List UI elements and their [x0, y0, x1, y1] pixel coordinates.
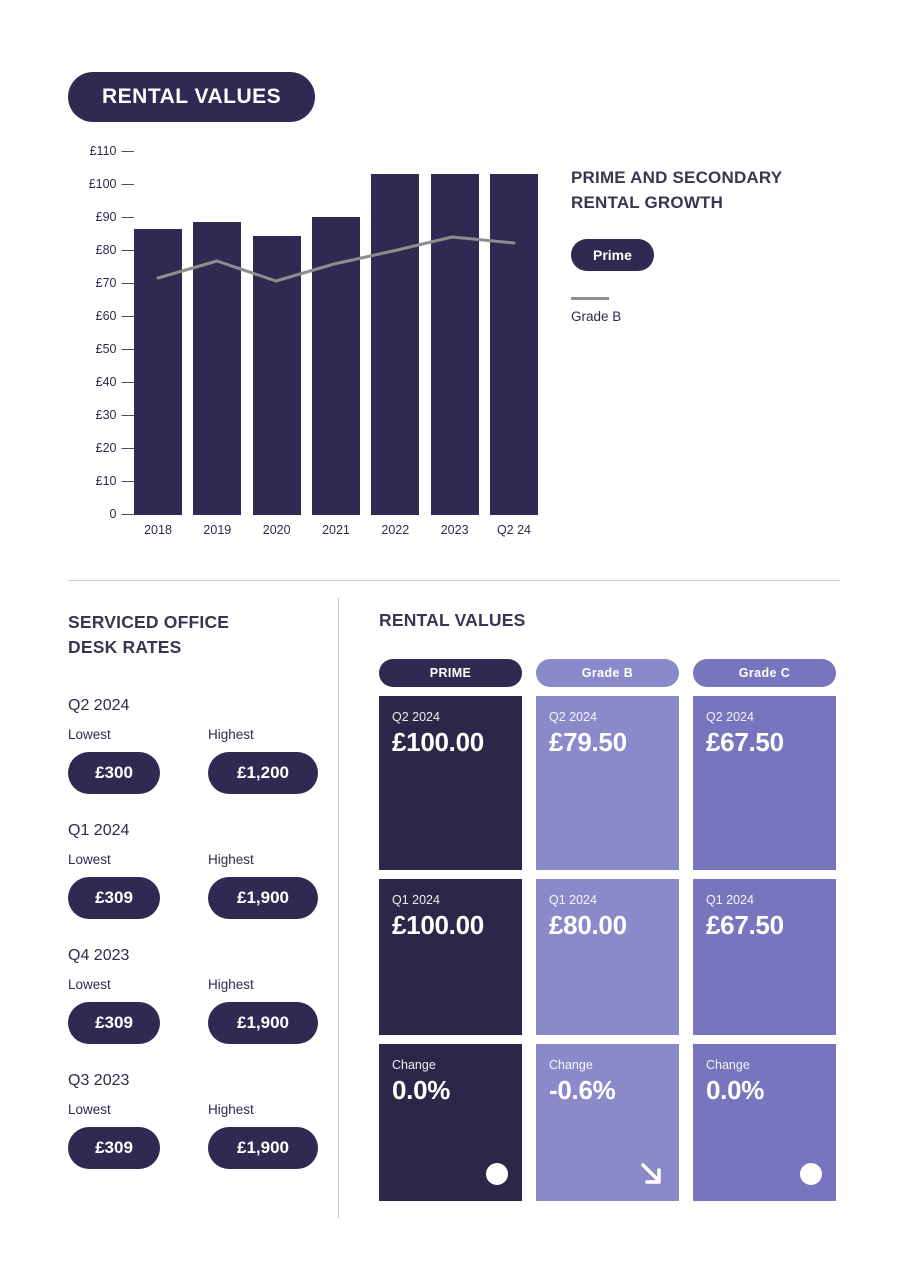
x-tick-label: 2021 [322, 523, 350, 537]
y-tick: £10 — [95, 474, 134, 488]
desk-rate-highest-label: Highest [208, 726, 254, 742]
rental-current-value: £67.50 [706, 727, 784, 757]
rental-values-title: RENTAL VALUES [379, 610, 526, 630]
rental-current-cell [379, 696, 522, 870]
desk-rate-lowest-value: £309 [68, 877, 160, 919]
desk-rates-title [68, 610, 318, 661]
rental-current-cell [536, 696, 679, 870]
desk-rate-highest [208, 727, 318, 794]
rental-change-value: -0.6% [549, 1075, 616, 1105]
desk-rate-highest-label: Highest [208, 1101, 254, 1117]
desk-rate-lowest [68, 727, 160, 794]
desk-rate-highest [208, 977, 318, 1044]
desk-rate-lowest-label: Lowest [68, 726, 111, 742]
y-tick-label: £90 [95, 210, 117, 224]
rental-current-label: Q2 2024 [549, 710, 597, 724]
legend-item-prime[interactable]: Prime [571, 239, 654, 271]
rental-change-value: 0.0% [392, 1075, 451, 1105]
chart-x-axis [134, 523, 538, 537]
rental-current-label: Q2 2024 [392, 710, 440, 724]
column-divider [338, 598, 339, 1218]
y-tick: £80 — [95, 243, 134, 257]
desk-rate-lowest [68, 852, 160, 919]
chart-plot-area [134, 140, 538, 515]
arrow-down-right-icon [637, 1159, 667, 1189]
y-tick: £90 — [95, 210, 134, 224]
rental-current-label: Q2 2024 [706, 710, 754, 724]
section-divider [68, 580, 840, 581]
desk-rate-lowest-value: £309 [68, 1002, 160, 1044]
rental-previous-label: Q1 2024 [392, 893, 440, 907]
desk-rates-title-line2: DESK RATES [68, 637, 182, 658]
rental-change-value: 0.0% [706, 1075, 765, 1105]
desk-rate-lowest-value: £300 [68, 752, 160, 794]
chart-legend [571, 166, 871, 324]
desk-rate-quarter: Q4 2023 [68, 946, 130, 964]
desk-rate-highest-label: Highest [208, 976, 254, 992]
x-tick-label: Q2 24 [496, 523, 531, 537]
y-tick: £50 — [95, 342, 134, 356]
rental-current-cell [693, 696, 836, 870]
desk-rate-lowest-value: £309 [68, 1127, 160, 1169]
rental-previous-value: £80.00 [549, 910, 627, 940]
y-tick-label: £100 [88, 177, 117, 191]
desk-rate-lowest-label: Lowest [68, 976, 111, 992]
rental-current-value: £79.50 [549, 727, 627, 757]
chart-legend-title-line1: PRIME AND SECONDARY [571, 168, 783, 187]
rental-column-header: Grade C [693, 659, 836, 687]
y-tick: £20 — [95, 441, 134, 455]
desk-rate-highest-value: £1,900 [208, 1002, 318, 1044]
desk-rate-highest [208, 852, 318, 919]
x-tick-label: 2018 [144, 523, 172, 537]
y-tick-label: £60 [95, 309, 117, 323]
rental-previous-label: Q1 2024 [706, 893, 754, 907]
x-tick-label: 2019 [203, 523, 232, 537]
x-tick-label: 2022 [381, 523, 410, 537]
chart-legend-title-line2: RENTAL GROWTH [571, 192, 724, 212]
grade-b-line [134, 140, 538, 515]
desk-rate-lowest [68, 977, 160, 1044]
rental-change-label: Change [706, 1058, 750, 1072]
y-tick: £100 — [88, 177, 134, 191]
dot-icon [800, 1163, 822, 1185]
line-swatch-icon [571, 297, 609, 300]
chart-y-axis [68, 140, 134, 521]
desk-rate-highest [208, 1102, 318, 1169]
desk-rate-group [68, 947, 318, 1044]
y-tick-label: £110 [89, 144, 117, 158]
rental-change-label: Change [549, 1058, 593, 1072]
rental-change-cell [536, 1044, 679, 1201]
y-tick-label: £50 [95, 342, 117, 356]
rental-column-header: Grade B [536, 659, 679, 687]
desk-rate-highest-value: £1,900 [208, 1127, 318, 1169]
rental-column-header: PRIME [379, 659, 522, 687]
y-tick: £40 — [95, 375, 134, 389]
rental-values-section [379, 610, 849, 1201]
desk-rate-group [68, 822, 318, 919]
y-tick-label: £70 [95, 276, 117, 290]
desk-rate-highest-label: Highest [208, 851, 254, 867]
y-tick-label: £40 [95, 375, 117, 389]
y-tick-label: £20 [95, 441, 117, 455]
rental-previous-label: Q1 2024 [549, 893, 597, 907]
dot-icon [486, 1163, 508, 1185]
desk-rate-group [68, 1072, 318, 1169]
rental-column-grade-b [536, 659, 679, 1201]
desk-rate-highest-value: £1,900 [208, 877, 318, 919]
y-tick: £110 — [89, 144, 134, 158]
legend-grade-b-label: Grade B [571, 309, 622, 325]
chart-legend-title [571, 166, 871, 215]
rental-current-value: £100.00 [392, 727, 484, 757]
rental-change-label: Change [392, 1058, 436, 1072]
rental-previous-value: £100.00 [392, 910, 484, 940]
desk-rate-lowest [68, 1102, 160, 1169]
rental-previous-cell [536, 879, 679, 1035]
y-tick-label: £80 [95, 243, 117, 257]
rental-previous-cell [379, 879, 522, 1035]
y-tick-label: £30 [95, 408, 117, 422]
y-tick-label: 0 [109, 507, 117, 521]
rental-previous-value: £67.50 [706, 910, 784, 940]
desk-rate-quarter: Q3 2023 [68, 1071, 130, 1089]
y-tick: £70 — [95, 276, 134, 290]
rental-change-cell [379, 1044, 522, 1201]
desk-rate-quarter: Q2 2024 [68, 696, 130, 714]
desk-rates-title-line1: SERVICED OFFICE [68, 612, 230, 632]
y-tick-label: £10 [95, 474, 117, 488]
rental-column-prime [379, 659, 522, 1201]
serviced-office-desk-rates [68, 610, 318, 1169]
desk-rate-highest-value: £1,200 [208, 752, 318, 794]
rental-growth-chart [68, 140, 538, 552]
y-tick: £30 — [95, 408, 134, 422]
x-tick-label: 2020 [262, 523, 291, 537]
desk-rate-group [68, 697, 318, 794]
y-tick: 0 — [109, 507, 134, 521]
page-title: RENTAL VALUES [68, 72, 315, 122]
desk-rate-lowest-label: Lowest [68, 851, 111, 867]
rental-column-grade-c [693, 659, 836, 1201]
legend-item-grade-b[interactable] [571, 297, 871, 324]
y-tick: £60 — [95, 309, 134, 323]
desk-rate-quarter: Q1 2024 [68, 821, 130, 839]
desk-rate-lowest-label: Lowest [68, 1101, 111, 1117]
rental-change-cell [693, 1044, 836, 1201]
x-tick-label: 2023 [440, 523, 469, 537]
rental-previous-cell [693, 879, 836, 1035]
